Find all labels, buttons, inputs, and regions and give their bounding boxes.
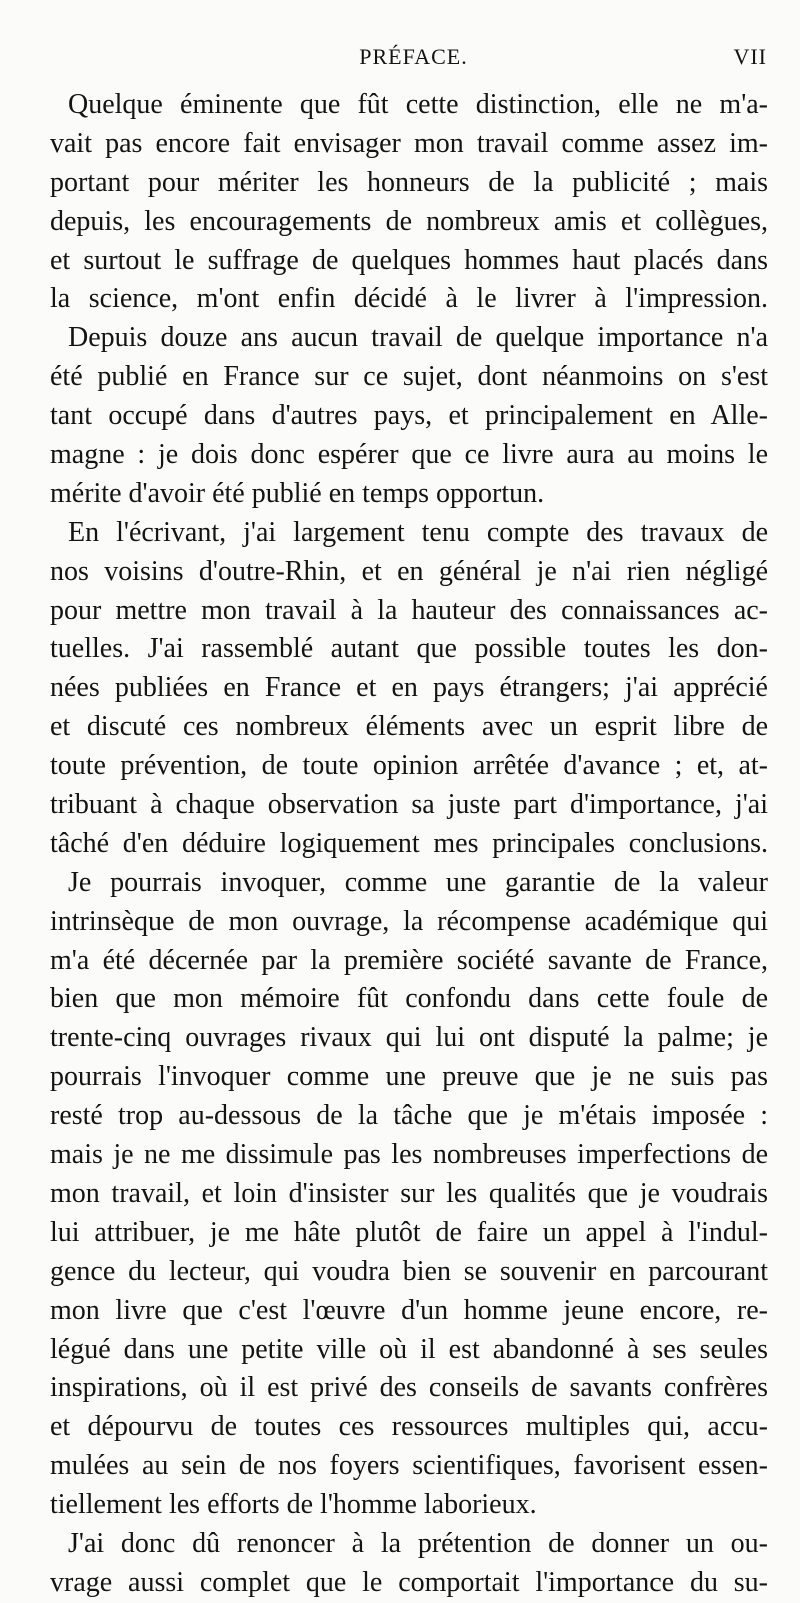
- text-line: toute prévention, de toute opinion arrêtée d'avance ; et, at-: [50, 750, 768, 782]
- text-line: inspirations, où il est privé des conseils de savants confrères: [50, 1372, 768, 1404]
- text-line: tant occupé dans d'autres pays, et principalement en Alle-: [50, 400, 768, 432]
- running-title: PRÉFACE.: [359, 44, 468, 69]
- text-line: tuelles. J'ai rassemblé autant que possible toutes les don-: [50, 633, 768, 665]
- text-line: été publié en France sur ce sujet, dont néanmoins on s'est: [50, 361, 768, 393]
- text-line: mulées au sein de nos foyers scientifiques, favorisent essen-: [50, 1450, 768, 1482]
- text-line: Depuis douze ans aucun travail de quelque importance n'a: [68, 322, 768, 354]
- text-line: intrinsèque de mon ouvrage, la récompense académique qui: [50, 905, 768, 937]
- text-line: tâché d'en déduire logiquement mes principales conclusions.: [50, 827, 768, 859]
- text-line: portant pour mériter les honneurs de la publicité ; mais: [50, 166, 768, 198]
- text-line: magne : je dois donc espérer que ce livre aura au moins le: [50, 439, 768, 471]
- text-line: la science, m'ont enfin décidé à le livrer à l'impression.: [50, 283, 768, 315]
- text-line: Je pourrais invoquer, comme une garantie de la valeur: [68, 866, 768, 898]
- text-line: nées publiées en France et en pays étrangers; j'ai apprécié: [50, 672, 768, 704]
- text-line: tiellement les efforts de l'homme laborieux.: [50, 1489, 537, 1521]
- text-line: Quelque éminente que fût cette distinction, elle ne m'a-: [68, 89, 768, 120]
- text-line: mais je ne me dissimule pas les nombreuses imperfections de: [50, 1139, 768, 1171]
- text-line: légué dans une petite ville où il est abandonné à ses seules: [50, 1333, 768, 1365]
- text-line: m'a été décernée par la première société savante de France,: [50, 944, 768, 976]
- text-line: et surtout le suffrage de quelques hommes haut placés dans: [50, 244, 768, 276]
- text-line: gence du lecteur, qui voudra bien se souvenir en parcourant: [50, 1255, 768, 1287]
- text-line: tribuant à chaque observation sa juste part d'importance, j'ai: [50, 789, 768, 821]
- text-line: depuis, les encouragements de nombreux amis et collègues,: [50, 205, 768, 237]
- text-line: trente-cinq ouvrages rivaux qui lui ont disputé la palme; je: [50, 1022, 768, 1054]
- text-line: resté trop au-dessous de la tâche que je m'étais imposée :: [50, 1100, 768, 1132]
- text-line: vait pas encore fait envisager mon travail comme assez im-: [50, 127, 768, 159]
- text-line: lui attribuer, je me hâte plutôt de faire un appel à l'indul-: [50, 1216, 768, 1248]
- text-line: mérite d'avoir été publié en temps opportun.: [50, 477, 545, 509]
- text-line: mon livre que c'est l'œuvre d'un homme jeune encore, re-: [50, 1294, 768, 1326]
- page-number: VII: [733, 44, 767, 69]
- text-line: pour mettre mon travail à la hauteur des connaissances ac-: [50, 594, 768, 626]
- body-text: [50, 86, 768, 1603]
- text-line: En l'écrivant, j'ai largement tenu compte des travaux de: [68, 516, 768, 548]
- text-line: J'ai donc dû renoncer à la prétention de donner un ou-: [68, 1527, 768, 1559]
- text-line: et discuté ces nombreux éléments avec un esprit libre de: [50, 711, 768, 743]
- text-line: bien que mon mémoire fût confondu dans cette foule de: [50, 983, 768, 1015]
- text-line: mon travail, et loin d'insister sur les qualités que je voudrais: [50, 1177, 768, 1209]
- running-head: [60, 44, 767, 74]
- text-line: et dépourvu de toutes ces ressources multiples qui, accu-: [50, 1411, 768, 1443]
- text-line: vrage aussi complet que le comportait l'importance du su-: [50, 1566, 768, 1598]
- text-line: nos voisins d'outre-Rhin, et en général je n'ai rien négligé: [50, 555, 768, 587]
- text-line: pourrais l'invoquer comme une preuve que je ne suis pas: [50, 1061, 768, 1093]
